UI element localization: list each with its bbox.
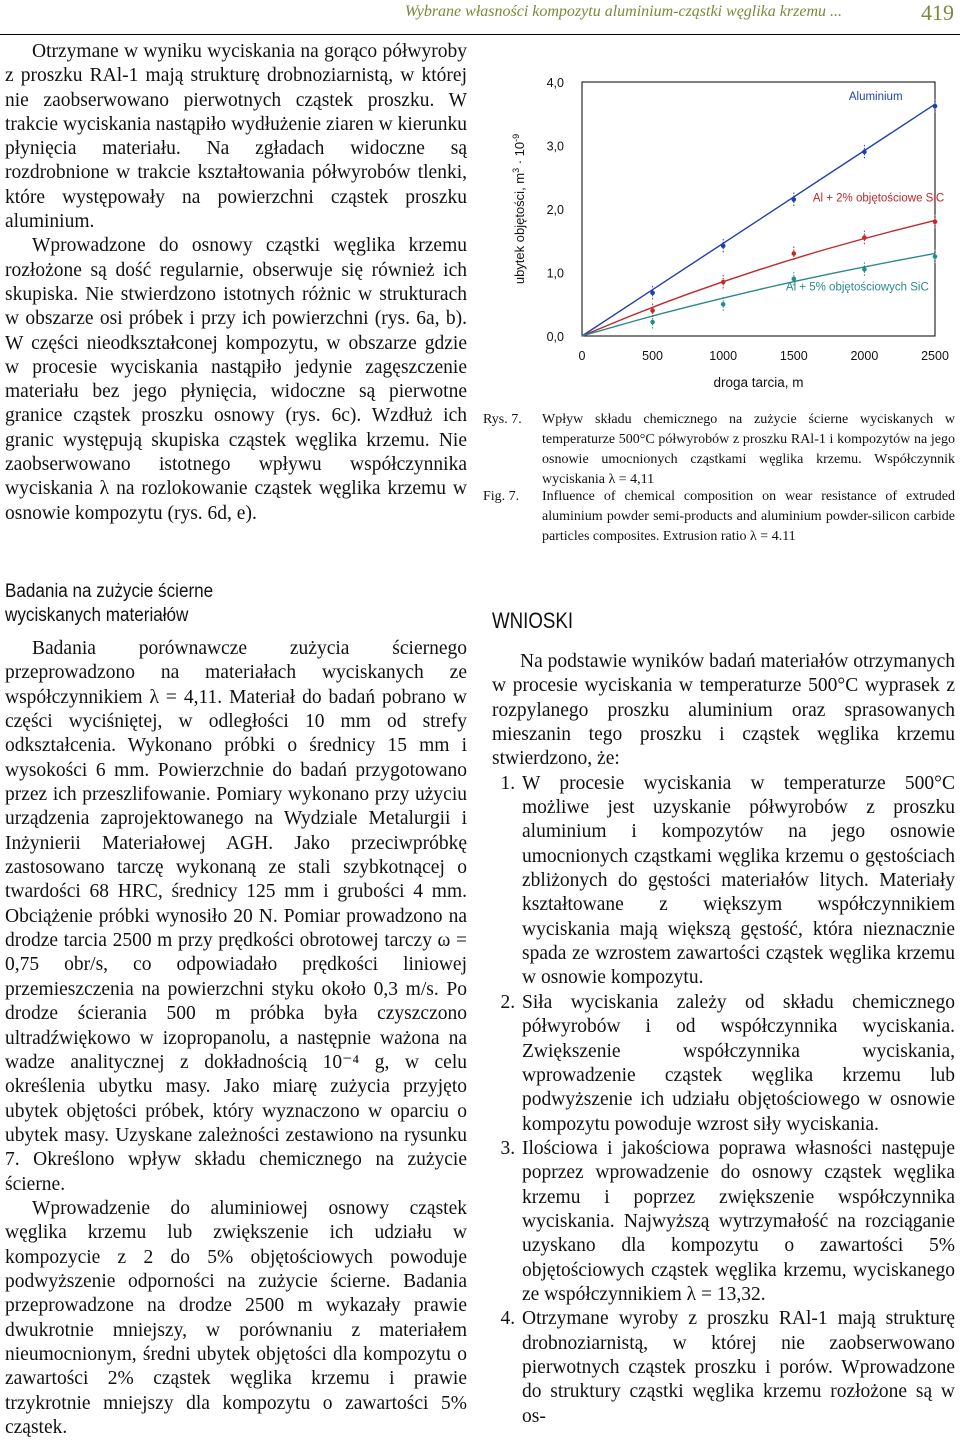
left-column-bottom xyxy=(5,637,467,1440)
conclusion-item: 3. Ilościowa i jakościowa poprawa własności następuje poprzez wprowadzenie do osnowy cząstek węglika krzemu i poprzez zwiększenie współczynnika wyciskania. Najwyższą wytrzymałość na rozciąganie uzyskano dla kompozytu o zawartości 5% objętościowych cząstek węglika krzemu, wyciskanego ze współczynnikiem λ = 13,32. xyxy=(520,1137,955,1307)
paragraph: Badania porównawcze zużycia ściernego przeprowadzono na materiałach wyciskanych ze współczynnikiem λ = 4,11. Materiał do badań pobrano w części wyciśniętej, w odległości 10 mm od strefy odkształcenia. Wykonano próbki o średnicy 15 mm i wysokości 6 mm. Powierzchnie do badań przygotowano przez ich przeszlifowanie. Pomiary wykonano przy użyciu urządzenia zaprojektowanego na Wydziale Metalurgii i Inżynierii Materiałowej AGH. Jako przeciwpróbkę zastosowano tarczę wykonaną ze stali szybkotnącej o twardości 68 HRC, średnicy 125 mm i grubości 4 mm. Obciążenie próbki wynosiło 20 N. Pomiar prowadzono na drodze tarcia 2500 m przy prędkości obrotowej tarczy ω = 0,75 obr/s, co odpowiadało prędkości liniowej przemieszczenia na powierzchni styku około 0,3 m/s. Po drodze ścierania 500 m próbka była czyszczono ultradźwiękowo w izopropanolu, a następnie ważona na wadze analitycznej z dokładnością 10⁻⁴ g, w celu określenia ubytku masy. Jako miarę zużycia przyjęto ubytek objętości próbek, który wyznaczono w oparciu o ubytek masy. Uzyskane zależności zestawiono na rysunku 7. Określono wpływ składu chemicznego na zużycie ścierne. xyxy=(5,638,467,1195)
paragraph: Wprowadzenie do aluminiowej osnowy cząstek węglika krzemu lub zwiększenie ich udziału w kompozycie z 2 do 5% objętościowych powoduje podwyższenie odporności na zużycie ścierne. Badania przeprowadzone na drodze 2500 m wykazały prawie dwukrotnie mniejszy, w porównaniu z materiałem nieumocnionym, średni ubytek objętości dla kompozytu o zawartości 2% cząstek węglika krzemu i prawie trzykrotnie mniejszy dla kompozytu o zawartości 5% cząstek. xyxy=(5,1197,467,1438)
series-line xyxy=(582,220,935,336)
chart-svg xyxy=(490,60,960,410)
y-axis-label: ubytek objętości, $m^3 \cdot 10^{-9}$ xyxy=(511,133,527,285)
x-tick-label: 1500 xyxy=(779,349,808,363)
x-tick-label: 0 xyxy=(578,349,586,363)
series-line xyxy=(582,104,935,336)
conclusion-item: 4. Otrzymane wyroby z proszku RAl-1 mają strukturę drobnoziarnistą, w której nie zaobserwowano pierwotnych cząstek proszku i porów. Wprowadzone do struktury cząstki węglika krzemu rozłożone są w os- xyxy=(520,1307,955,1429)
data-point xyxy=(721,280,726,285)
x-tick-label: 2500 xyxy=(921,349,949,363)
y-tick-label: 3,0 xyxy=(546,139,564,154)
data-point xyxy=(650,308,655,313)
data-point xyxy=(933,104,938,109)
data-point xyxy=(862,267,867,272)
conclusions-list xyxy=(492,772,955,1429)
data-point xyxy=(933,219,938,224)
wear-chart xyxy=(490,60,960,410)
conclusion-item: 2. Siła wyciskania zależy od składu chemicznego półwyrobów i od współczynnika wyciskania. Zwiększenie współczynnika wyciskania, wprowadzenie cząstek węglika krzemu lub podwyższenie ich udziału objętościowego w osnowie kompozytu powoduje wzrost siły wyciskania. xyxy=(520,991,955,1137)
y-tick-label: 1,0 xyxy=(546,266,564,281)
header-title: Wybrane własności kompozytu aluminium-cząstki węglika krzemu ... xyxy=(404,3,842,20)
series-line xyxy=(582,253,935,336)
data-point xyxy=(650,320,655,325)
data-point xyxy=(933,254,938,259)
figure-caption-pl xyxy=(483,410,955,490)
caption-label: Fig. 7. xyxy=(483,489,520,504)
y-tick-label: 4,0 xyxy=(546,76,564,90)
conclusion-item: 1. W procesie wyciskania w temperaturze 500°C możliwe jest uzyskanie półwyrobów z proszku aluminium i kompozytów na jego osnowie umocnionych cząstkami węglika krzemu o gęstościach zbliżonych do gęstości materiałów litych. Materiały kształtowane z większym współczynnikiem wyciskania mają większą gęstość, która nieznacznie spada ze wzrostem zawartości cząstek węglika krzemu w osnowie kompozytu. xyxy=(520,772,955,991)
plot-frame xyxy=(582,82,935,336)
conclusions-intro: Na podstawie wyników badań materiałów otrzymanych w procesie wyciskania w temperaturze 500°C wyprasek z rozpylanego proszku aluminium oraz sprasowanych mieszanin tego proszku i cząstek węglika krzemu stwierdzono, że: xyxy=(492,651,955,770)
data-point xyxy=(721,302,726,307)
data-point xyxy=(862,235,867,240)
caption-label: Rys. 7. xyxy=(483,412,522,427)
x-tick-label: 500 xyxy=(642,349,664,363)
x-axis-label: droga tarcia, m xyxy=(713,375,804,390)
data-point xyxy=(721,244,726,249)
caption-text: Influence of chemical composition on wear resistance of extruded aluminium powder semi-products and aluminium powder-silicon carbide particles composites. Extrusion ratio λ = 4.11 xyxy=(542,489,955,544)
conclusions-heading: WNIOSKI xyxy=(492,608,574,633)
page-number: 419 xyxy=(921,0,954,25)
paragraph: Wprowadzone do osnowy cząstki węglika krzemu rozłożone są dość regularnie, obserwuje się również ich skupiska. Nie stwierdzono istotnych różnic w strukturach w obszarze osi próbek i przy ich powierzchni (rys. 6a, b). W części nieodkształconej kompozytu, w obszarze gdzie w procesie wyciskania nastąpiło jedynie zagęszczenie materiału bez jego płynięcia, widoczne są pierwotne granice cząstek proszku osnowy (rys. 6c). Wzdłuż ich granic występują skupiska cząstek węglika krzemu. Nie zaobserwowano istotnego wpływu współczynnika wyciskania λ na rozlokowanie cząstek węglika krzemu w osnowie kompozytu (rys. 6d, e). xyxy=(5,235,467,524)
series-label: Al + 5% objętościowych SiC xyxy=(785,281,929,294)
data-point xyxy=(650,291,655,296)
x-tick-label: 1000 xyxy=(709,349,738,363)
running-header xyxy=(0,0,960,35)
conclusions-body xyxy=(492,650,955,1429)
x-tick-label: 2000 xyxy=(850,349,879,363)
y-tick-label: 0,0 xyxy=(546,330,564,344)
section-heading xyxy=(5,580,419,628)
section-heading-line: wyciskanych materiałów xyxy=(5,605,189,626)
series-label: Al + 2% objętościowe SiC xyxy=(812,192,945,205)
data-point xyxy=(862,150,867,155)
y-tick-label: 2,0 xyxy=(546,203,564,217)
figure-caption-en xyxy=(483,487,955,547)
paragraph: Otrzymane w wyniku wyciskania na gorąco półwyroby z proszku RAl-1 mają strukturę drobnoziarnistą, w której nie zaobserwowano pierwotnych cząstek proszku. W trakcie wyciskania nastąpiło wydłużenie ziaren w kierunku płynięcia materiału. Na zgładach widoczne są rozdrobnione w trakcie kształtowania półwyrobów tlenki, które występowały na powierzchni cząstek proszku aluminium. xyxy=(5,41,467,233)
caption-text: Wpływ składu chemicznego na zużycie ścierne wyciskanych w temperaturze 500°C półwyrobów z proszku RAl-1 i kompozytów na jego osnowie umocnionych cząstkami węglika krzemu. Współczynnik wyciskania λ = 4,11 xyxy=(542,412,955,487)
data-point xyxy=(792,251,797,256)
section-heading-line: Badania na zużycie ścierne xyxy=(5,581,214,602)
left-column-top xyxy=(5,40,467,526)
data-point xyxy=(792,197,797,202)
series-label: Aluminium xyxy=(848,90,903,103)
